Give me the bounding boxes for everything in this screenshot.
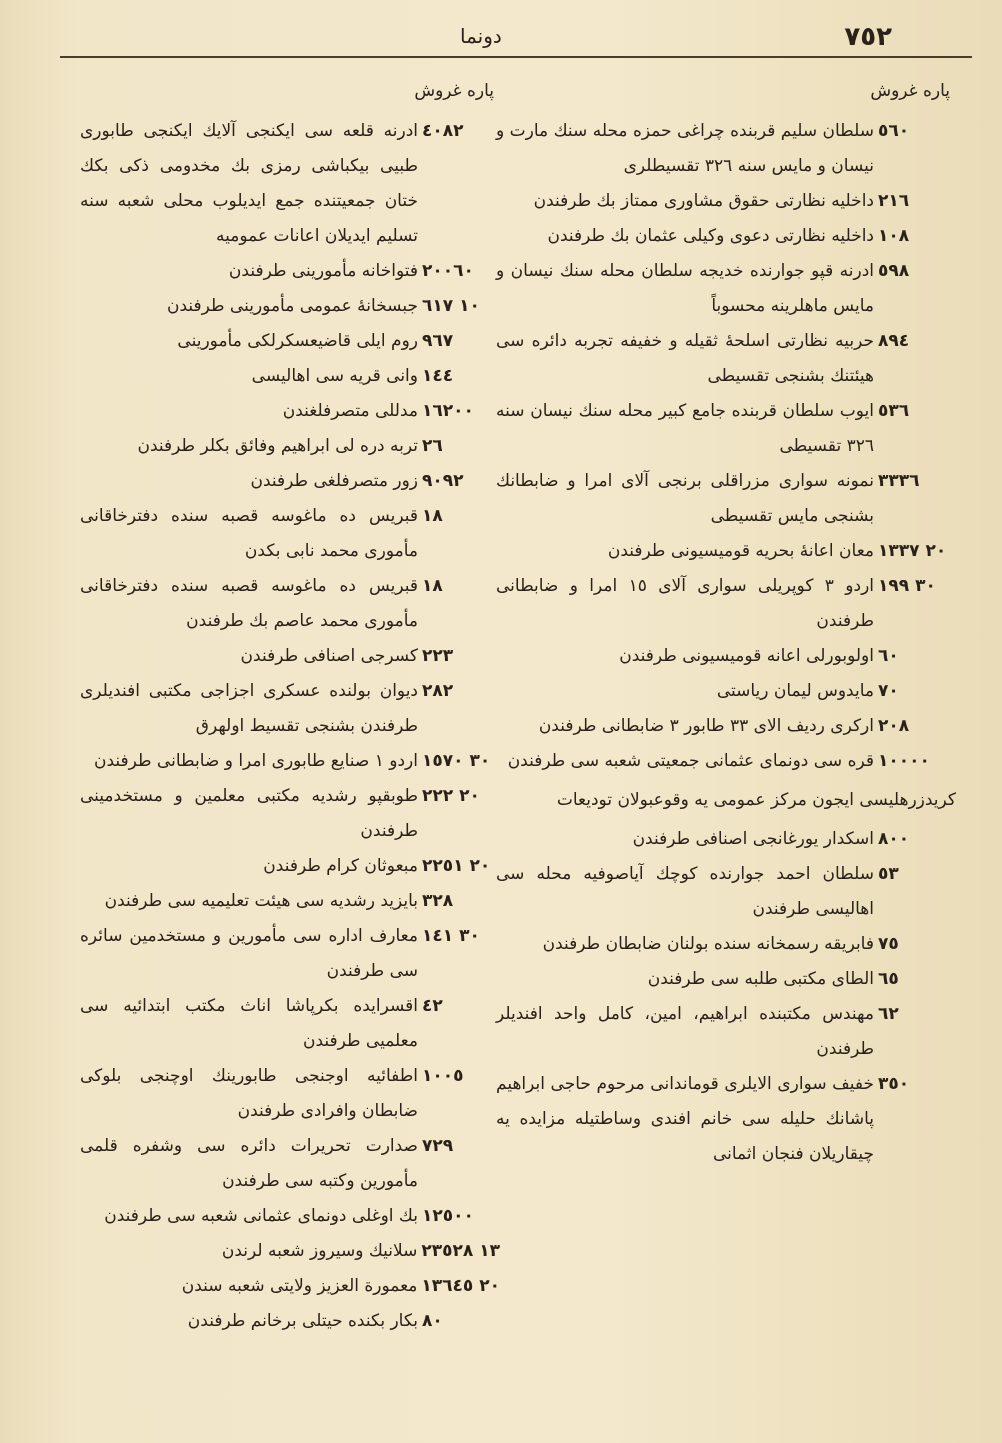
ledger-entry xyxy=(496,569,956,639)
entry-amount: ٥٣ xyxy=(878,864,899,884)
entry-amount: ١٨ xyxy=(422,576,443,596)
ledger-entry xyxy=(80,289,500,324)
header-rule xyxy=(60,56,972,58)
entry-amount: ٢٠ ٢٢٢ xyxy=(422,786,480,806)
entry-amount: ٤٠٨٢ xyxy=(422,121,464,141)
ledger-entry xyxy=(496,184,956,219)
entry-text: قره سى دونماى عثمانى جمعيتى شعبه سى طرفندن xyxy=(507,751,874,771)
ledger-entry xyxy=(80,1129,500,1199)
entry-text: بكار بكنده حيتلى برخانم طرفندن xyxy=(187,1311,418,1331)
right-entries xyxy=(496,114,956,779)
entry-amount: ٤٢ xyxy=(422,996,443,1016)
ledger-entry xyxy=(80,429,500,464)
entry-amount: ٥٦٠ xyxy=(878,121,910,141)
entry-amount: ٨٠٠ xyxy=(878,829,910,849)
entry-text: سلطان سليم قربنده چراغى حمزه محله سنك مارت و نيسان و مايس سنه ٣٢٦ تقسيطلرى xyxy=(496,121,874,176)
entry-text: ديوان بولنده عسكرى اجزاجى مكتبى افنديلرى طرفندن بشنجى تقسيط اولهرق xyxy=(80,681,418,736)
ledger-entry xyxy=(496,822,956,857)
entry-text: زور متصرفلغى طرفندن xyxy=(250,471,418,491)
entry-text: صدارت تحريرات دائره سى وشفره قلمى مأمورين وكتبه سى طرفندن xyxy=(80,1136,418,1191)
ledger-entry xyxy=(496,639,956,674)
right-column xyxy=(496,74,956,1172)
right-column-header: پاره غروش xyxy=(870,81,950,101)
entry-amount: ١٨ xyxy=(422,506,443,526)
entry-amount: ٢٦ xyxy=(422,436,443,456)
ledger-entry xyxy=(80,674,500,744)
ledger-entry xyxy=(496,857,956,927)
left-column xyxy=(80,74,500,1339)
entry-amount: ٥٣٦ xyxy=(878,401,910,421)
entry-text: حربيه نظارتى اسلحۀ ثقيله و خفيفه تجربه دائره سى هيئتنك بشنجى تقسيطى xyxy=(496,331,874,386)
entry-text: قبريس ده ماغوسه قصبه سنده دفترخاقانى مأمورى محمد نابى بكدن xyxy=(80,506,418,561)
entry-text: داخليه نظارتى حقوق مشاورى ممتاز بك طرفندن xyxy=(533,191,874,211)
entry-text: داخليه نظارتى دعوى وكيلى عثمان بك طرفندن xyxy=(547,226,874,246)
entry-text: معمورة العزيز ولايتى شعبه سندن xyxy=(181,1276,418,1296)
entry-amount: ١٦٢٠٠ xyxy=(422,401,474,421)
entry-text: كسرجى اصنافى طرفندن xyxy=(240,646,418,666)
entry-amount: ١٠٠٠٠ xyxy=(878,751,930,771)
entry-amount: ٢٠٠٦٠ xyxy=(422,261,474,281)
entry-amount: ٢٠ ١٣٦٤٥ xyxy=(421,1276,500,1296)
entry-text: تربه دره لى ابراهيم وفائق بكلر طرفندن xyxy=(137,436,418,456)
entry-text: مبعوثان كرام طرفندن xyxy=(263,856,418,876)
ledger-entry xyxy=(80,359,500,394)
entry-amount: ١٠ ٦١٧ xyxy=(422,296,480,316)
entry-text: اسكدار يورغانجى اصنافى طرفندن xyxy=(632,829,874,849)
entry-amount: ٢٠ ٢٢٥١ xyxy=(422,856,491,876)
ledger-entry xyxy=(80,1059,500,1129)
running-title: دونما xyxy=(460,24,502,48)
entry-amount: ٣٣٣٦ xyxy=(878,471,920,491)
ledger-entry xyxy=(80,499,500,569)
ledger-entry xyxy=(496,1067,956,1172)
right-section-entries xyxy=(496,822,956,1172)
ledger-entry xyxy=(496,534,956,569)
entry-text: نمونه سوارى مزراقلى برنجى آلاى امرا و ضابطانك بشنجى مايس تقسيطى xyxy=(496,471,874,526)
entry-amount: ٢٨٢ xyxy=(422,681,454,701)
entry-text: اردو ٣ كوپريلى سوارى آلاى ١٥ امرا و ضابطانى طرفندن xyxy=(496,576,875,631)
ledger-entry xyxy=(80,779,500,849)
entry-text: اطفائيه اوجنجى طابورينك اوچنجى بلوكى ضابطان وافرادى طرفندن xyxy=(80,1066,418,1121)
page-number: ٧٥٢ xyxy=(844,22,892,52)
entry-text: ادرنه قپو جوارنده خديجه سلطان محله سنك نيسان و مايس ماهلرينه محسوباً xyxy=(496,261,874,316)
ledger-entry xyxy=(80,1199,500,1234)
entry-amount: ٨٩٤ xyxy=(878,331,910,351)
ledger-entry xyxy=(496,674,956,709)
ledger-entry xyxy=(496,254,956,324)
entry-text: مدللى متصرفلغندن xyxy=(282,401,418,421)
entry-amount: ٣٢٨ xyxy=(422,891,454,911)
ledger-entry xyxy=(496,927,956,962)
entry-amount: ٢١٦ xyxy=(878,191,910,211)
entry-text: فابريقه رسمخانه سنده بولنان ضابطان طرفندن xyxy=(542,934,874,954)
left-column-header: پاره غروش xyxy=(414,81,494,101)
entry-amount: ١٠٨ xyxy=(878,226,910,246)
ledger-entry xyxy=(496,744,956,779)
ledger-entry xyxy=(80,989,500,1059)
entry-text: معان اعانۀ بحريه قوميسيونى طرفندن xyxy=(607,541,874,561)
entry-amount: ٥٩٨ xyxy=(878,261,910,281)
entry-text: بايزيد رشديه سى هيئت تعليميه سى طرفندن xyxy=(104,891,418,911)
entry-amount: ٦٥ xyxy=(878,969,899,989)
entry-text: طوبقپو رشديه مكتبى معلمين و مستخدمينى طرفندن xyxy=(80,786,418,841)
entry-amount: ٣٥٠ xyxy=(878,1074,910,1094)
ledger-entry xyxy=(80,254,500,289)
entry-text: مايدوس ليمان رياستى xyxy=(716,681,874,701)
left-entries xyxy=(80,114,500,1339)
entry-text: خفيف سوارى الايلرى قوماندانى مرحوم حاجى ابراهيم پاشانك حليله سى خانم افندى وساطتيله مزايده يه چيقاريلان فنجان اثمانى xyxy=(496,1074,874,1164)
entry-text: مهندس مكتبنده ابراهيم، امين، كامل واحد افنديلر طرفندن xyxy=(496,1004,874,1059)
ledger-entry xyxy=(80,569,500,639)
entry-text: اولوبورلى اعانه قوميسيونى طرفندن xyxy=(619,646,874,666)
entry-text: جبسخانۀ عمومى مأمورينى طرفندن xyxy=(166,296,418,316)
ledger-entry xyxy=(80,849,500,884)
ledger-entry xyxy=(80,394,500,429)
ledger-entry xyxy=(496,962,956,997)
ledger-entry xyxy=(496,709,956,744)
entry-amount: ٢٢٣ xyxy=(422,646,454,666)
ledger-entry xyxy=(496,464,956,534)
entry-amount: ٩٦٧ xyxy=(422,331,454,351)
entry-text: بك اوغلى دونماى عثمانى شعبه سى طرفندن xyxy=(104,1206,418,1226)
section-title: كريدزرهليسى ايجون مركز عمومى يه وقوعبولان توديعات xyxy=(556,790,956,810)
ledger-entry xyxy=(80,884,500,919)
entry-amount: ١٣ ٢٣٥٢٨ xyxy=(421,1241,500,1261)
ledger-entry xyxy=(80,744,500,779)
ledger-entry xyxy=(80,1234,500,1269)
entry-text: اردو ١ صنايع طابورى امرا و ضابطانى طرفندن xyxy=(93,751,418,771)
entry-text: اركرى رديف الاى ٣٣ طابور ٣ ضابطانى طرفندن xyxy=(538,716,874,736)
entry-text: فتواخانه مأمورينى طرفندن xyxy=(228,261,418,281)
entry-amount: ٦٠ xyxy=(878,646,899,666)
ledger-entry xyxy=(80,639,500,674)
ledger-entry xyxy=(80,324,500,359)
ledger-entry xyxy=(80,464,500,499)
entry-text: اقسرايده بكرپاشا اناث مكتب ابتدائيه سى معلميى طرفندن xyxy=(80,996,418,1051)
entry-amount: ٣٠ ١٤١ xyxy=(422,926,480,946)
ledger-entry xyxy=(496,997,956,1067)
ledger-entry xyxy=(80,114,500,254)
entry-text: معارف اداره سى مأمورين و مستخدمين سائره سى طرفندن xyxy=(80,926,418,981)
ledger-entry xyxy=(496,394,956,464)
ledger-entry xyxy=(80,1269,500,1304)
entry-text: سلانيك وسيروز شعبه لرندن xyxy=(221,1241,418,1261)
ledger-entry xyxy=(80,1304,500,1339)
entry-amount: ١٤٤ xyxy=(422,366,454,386)
entry-amount: ٣٠ ١٥٧٠ xyxy=(422,751,491,771)
ledger-entry xyxy=(80,919,500,989)
entry-text: وانى قريه سى اهاليسى xyxy=(251,366,418,386)
entry-amount: ٦٢ xyxy=(878,1004,899,1024)
entry-amount: ٧٢٩ xyxy=(422,1136,454,1156)
entry-amount: ٣٠ ١٩٩ xyxy=(878,576,936,596)
entry-text: الطاى مكتبى طلبه سى طرفندن xyxy=(647,969,874,989)
entry-amount: ٧٠ xyxy=(878,681,899,701)
entry-amount: ٧٥ xyxy=(878,934,899,954)
ledger-entry xyxy=(496,219,956,254)
entry-amount: ١٢٥٠٠ xyxy=(422,1206,474,1226)
entry-text: ايوب سلطان قربنده جامع كبير محله سنك نيسان سنه ٣٢٦ تقسيطى xyxy=(496,401,874,456)
ledger-entry xyxy=(496,114,956,184)
entry-text: روم ايلى قاضيعسكرلكى مأمورينى xyxy=(177,331,418,351)
ledger-entry xyxy=(496,324,956,394)
entry-text: قبريس ده ماغوسه قصبه سنده دفترخاقانى مأمورى محمد عاصم بك طرفندن xyxy=(80,576,418,631)
entry-amount: ١٠٠٥ xyxy=(422,1066,464,1086)
page-header xyxy=(60,18,942,58)
entry-text: ادرنه قلعه سى ايكنجى آلايك ايكنجى طابورى طبيى بيكباشى رمزى بك مخدومى ذكى بكك ختان جمعيتنده جمع ايديلوب محلى شعبه سنه تسليم ايديلان اعانات عموميه xyxy=(80,121,418,246)
entry-text: سلطان احمد جوارنده كوچك آياصوفيه محله سى اهاليسى طرفندن xyxy=(496,864,874,919)
entry-amount: ٢٠٨ xyxy=(878,716,910,736)
entry-amount: ٢٠ ١٣٣٧ xyxy=(878,541,947,561)
entry-amount: ٨٠ xyxy=(422,1311,443,1331)
entry-amount: ٩٠٩٢ xyxy=(422,471,464,491)
